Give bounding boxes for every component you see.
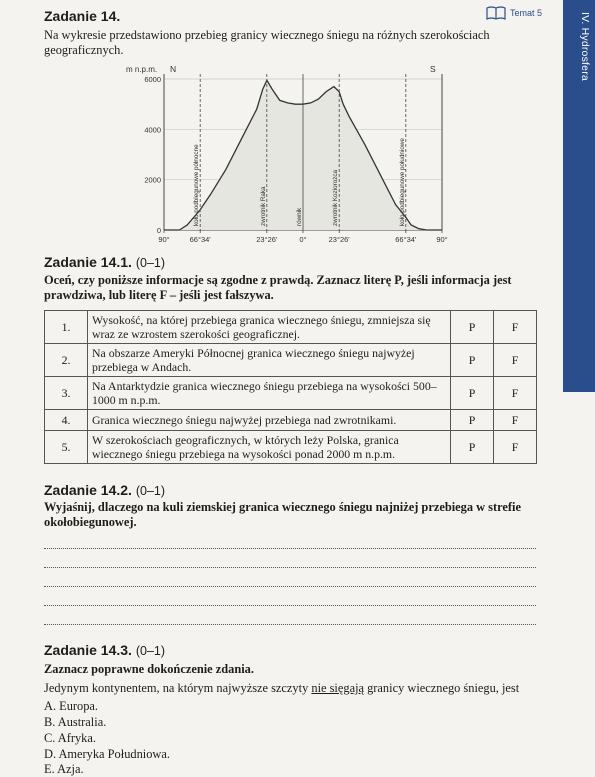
y-tick-label: 4000 xyxy=(144,125,161,135)
reference-line-label: koło podbiegunowe północne xyxy=(193,144,201,226)
false-choice[interactable]: F xyxy=(494,410,537,431)
topic-reference xyxy=(486,6,542,20)
false-choice[interactable]: F xyxy=(494,431,537,464)
x-tick-label: 90° xyxy=(436,235,448,244)
true-choice[interactable]: P xyxy=(451,377,494,410)
table-row xyxy=(45,311,537,344)
false-choice[interactable]: F xyxy=(494,344,537,377)
option-b[interactable]: B. Australia. xyxy=(44,715,107,729)
option-e[interactable]: E. Azja. xyxy=(44,762,84,776)
table-row xyxy=(45,410,537,431)
option-a[interactable]: A. Europa. xyxy=(44,699,99,713)
row-number: 5. xyxy=(45,431,88,464)
task-14-1-instruction: Oceń, czy poniższe informacje są zgodne z prawdą. Zaznacz literę P, jeśli informacja jest prawdziwa, lub literę F – jeśli jest fałszywa. xyxy=(44,273,512,302)
answer-line[interactable] xyxy=(44,548,536,549)
table-row xyxy=(45,431,537,464)
true-choice[interactable]: P xyxy=(451,410,494,431)
task-14-1-points: (0–1) xyxy=(135,256,166,270)
table-row xyxy=(45,377,537,410)
reference-line-label: zwrotnik Raka xyxy=(259,186,267,226)
task-14-2-title: Zadanie 14.2. xyxy=(44,482,132,498)
sentence-part: Jedynym kontynentem, na którym najwyższe szczyty xyxy=(44,681,312,695)
row-statement: Wysokość, na której przebiega granica wiecznego śniegu, zmniejsza się wraz ze wzrostem szerokości geograficznej. xyxy=(88,311,451,344)
task-14-title: Zadanie 14. xyxy=(44,8,121,24)
true-choice[interactable]: P xyxy=(451,311,494,344)
task-14-1-header xyxy=(44,254,165,270)
task-14-3-title: Zadanie 14.3. xyxy=(44,642,132,658)
row-statement: Granica wiecznego śniegu najwyżej przebiega nad zwrotnikami. xyxy=(88,410,451,431)
task-14-3-points: (0–1) xyxy=(135,644,166,658)
y-tick-label: 6000 xyxy=(144,75,161,84)
chapter-label: IV. Hydrosfera xyxy=(579,12,591,81)
task-14-3-sentence xyxy=(44,681,536,696)
row-statement: Na Antarktydzie granica wiecznego śniegu przebiega na wysokości 500–1000 m n.p.m. xyxy=(88,377,451,410)
topic-label: Temat 5 xyxy=(510,8,543,18)
task-14-3-header xyxy=(44,642,165,658)
true-choice[interactable]: P xyxy=(451,431,494,464)
x-tick-label: 23°26' xyxy=(328,235,350,244)
answer-line[interactable] xyxy=(44,586,536,587)
x-tick-label: 0° xyxy=(299,235,307,244)
task-14-intro: Na wykresie przedstawiono przebieg granicy wiecznego śniegu na różnych szerokościach geograficznych. xyxy=(44,28,490,57)
reference-line-label: koło podbiegunowe południowe xyxy=(398,138,406,226)
answer-line[interactable] xyxy=(44,567,536,568)
sentence-part: granicy wiecznego śniegu, jest xyxy=(364,681,520,695)
row-number: 2. xyxy=(45,344,88,377)
row-statement: W szerokościach geograficznych, w których leży Polska, granica wiecznego śniegu przebiega na wysokości ponad 2000 m n.p.m. xyxy=(88,431,451,464)
reference-line-label: zwrotnik Koziorożca xyxy=(332,170,340,226)
row-number: 3. xyxy=(45,377,88,410)
sentence-underlined: nie sięgają xyxy=(311,681,365,695)
task-14-2-header xyxy=(44,482,165,498)
x-tick-label: 66°34' xyxy=(395,235,417,244)
answer-line[interactable] xyxy=(44,605,536,606)
row-statement: Na obszarze Ameryki Północnej granica wiecznego śniegu najwyżej przebiega w Andach. xyxy=(88,344,451,377)
snow-line-chart xyxy=(120,62,460,244)
true-choice[interactable]: P xyxy=(451,344,494,377)
task-14-3-instruction: Zaznacz poprawne dokończenie zdania. xyxy=(44,662,254,676)
x-tick-label: 90° xyxy=(158,235,170,244)
answer-line[interactable] xyxy=(44,624,536,625)
false-choice[interactable]: F xyxy=(494,377,537,410)
task-14-2-instruction: Wyjaśnij, dlaczego na kuli ziemskiej granica wiecznego śniegu najniżej przebiega w strefie okołobiegunowej. xyxy=(44,500,521,529)
row-number: 1. xyxy=(45,311,88,344)
true-false-table xyxy=(44,310,537,464)
x-tick-label: 23°26' xyxy=(256,235,278,244)
y-axis-label: m n.p.m. xyxy=(126,65,158,74)
north-label: N xyxy=(170,64,177,74)
book-icon xyxy=(486,6,506,20)
option-c[interactable]: C. Afryka. xyxy=(44,731,96,745)
task-14-2-points: (0–1) xyxy=(135,484,166,498)
chapter-side-tab xyxy=(563,0,595,392)
y-tick-label: 2000 xyxy=(144,175,161,185)
task-14-1-title: Zadanie 14.1. xyxy=(44,254,132,270)
option-d[interactable]: D. Ameryka Południowa. xyxy=(44,747,170,761)
reference-line-label: równik xyxy=(296,207,303,226)
south-label: S xyxy=(430,64,436,74)
y-tick-label: 0 xyxy=(156,226,161,235)
x-tick-label: 66°34' xyxy=(189,235,211,244)
table-row xyxy=(45,344,537,377)
false-choice[interactable]: F xyxy=(494,311,537,344)
row-number: 4. xyxy=(45,410,88,431)
